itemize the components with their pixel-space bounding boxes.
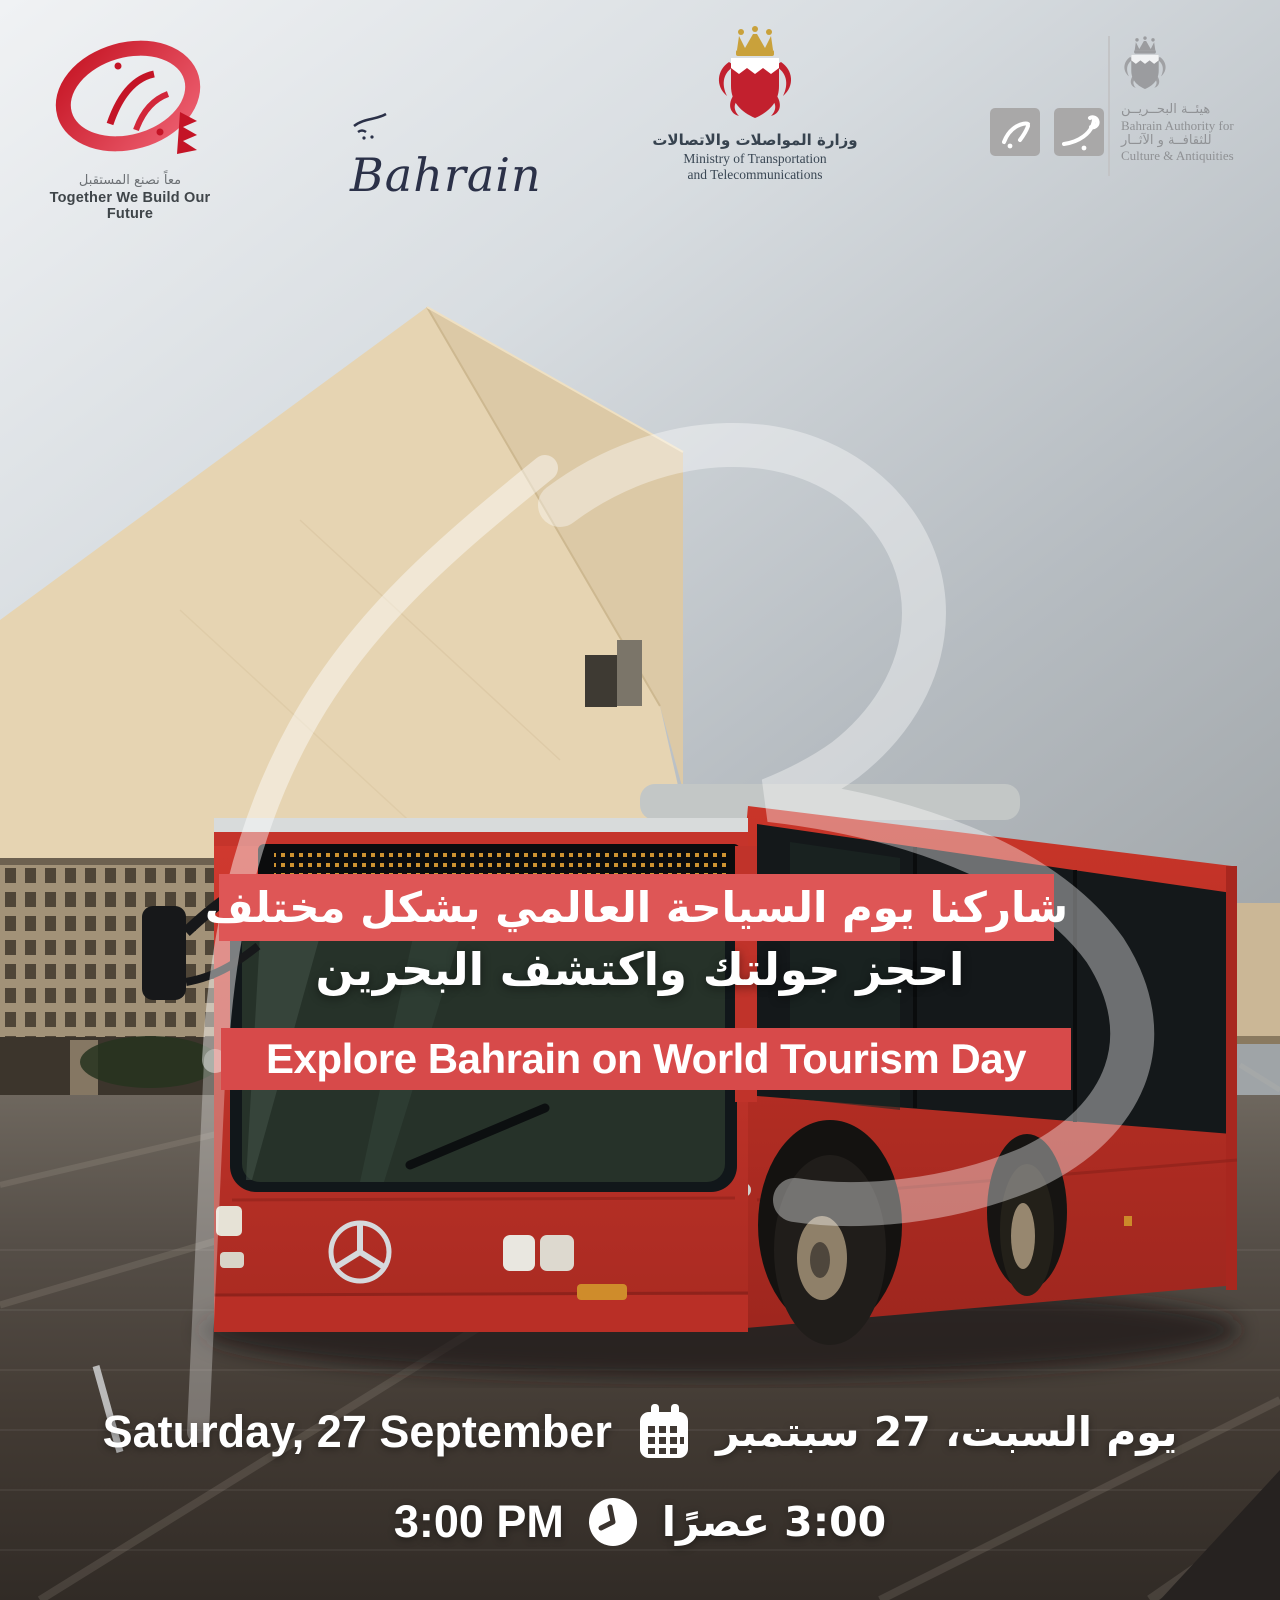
arabic-subheadline-text: احجز جولتك واكتشف البحرين — [315, 942, 965, 996]
arabic-subheadline — [0, 936, 1280, 1002]
calligraphy-square-icon — [990, 108, 1040, 156]
arabic-headline-banner — [204, 874, 1069, 941]
bahrain-ribbon-icon — [40, 28, 220, 168]
culture-authority-logo — [1108, 36, 1234, 176]
culture-calligraphy-marks — [990, 108, 1104, 156]
arabic-flourish-icon — [350, 78, 390, 148]
english-headline-text: Explore Bahrain on World Tourism Day — [266, 1035, 1026, 1082]
authority-name-arabic-2: للثقافــة و الآثــار — [1121, 132, 1212, 148]
ministry-logo — [645, 26, 865, 184]
calligraphy-square-icon — [1054, 108, 1104, 156]
ministry-name-english: Ministry of Transportation and Telecommunications — [683, 151, 827, 183]
brand-tagline-english: Together We Build Our Future — [49, 190, 211, 222]
bahrain-coat-of-arms-icon — [713, 26, 797, 126]
authority-name-english-2: Culture & Antiquities — [1121, 148, 1234, 164]
event-time-arabic: 3:00 عصرًا — [661, 1498, 887, 1546]
event-time-english: 3:00 PM — [393, 1496, 564, 1547]
ministry-name-arabic: وزارة المواصلات والاتصالات — [652, 131, 858, 149]
bahrain-script-text: Bahrain — [350, 148, 542, 202]
event-time-row — [0, 1492, 1280, 1552]
authority-crest-icon — [1121, 36, 1234, 99]
authority-name-english-1: Bahrain Authority for — [1121, 117, 1234, 133]
logo-divider — [1108, 36, 1110, 176]
authority-name-arabic-1: هيئــة البحــريــن — [1121, 102, 1211, 117]
english-headline-banner — [221, 1028, 1071, 1090]
bahrain-brand-logo — [40, 28, 220, 222]
brand-tagline-arabic: معاً نصنع المستقبل — [78, 173, 182, 188]
calendar-icon — [638, 1404, 690, 1460]
clock-icon — [588, 1497, 638, 1547]
event-date-arabic: يوم السبت، 27 سبتمبر — [715, 1408, 1178, 1456]
arabic-headline-text: شاركنا يوم السياحة العالمي بشكل مختلف — [204, 883, 1069, 932]
bahrain-script-logo — [350, 78, 560, 202]
logo-header — [0, 0, 1280, 222]
event-date-row — [0, 1396, 1280, 1468]
event-date-english: Saturday, 27 September — [102, 1406, 612, 1457]
